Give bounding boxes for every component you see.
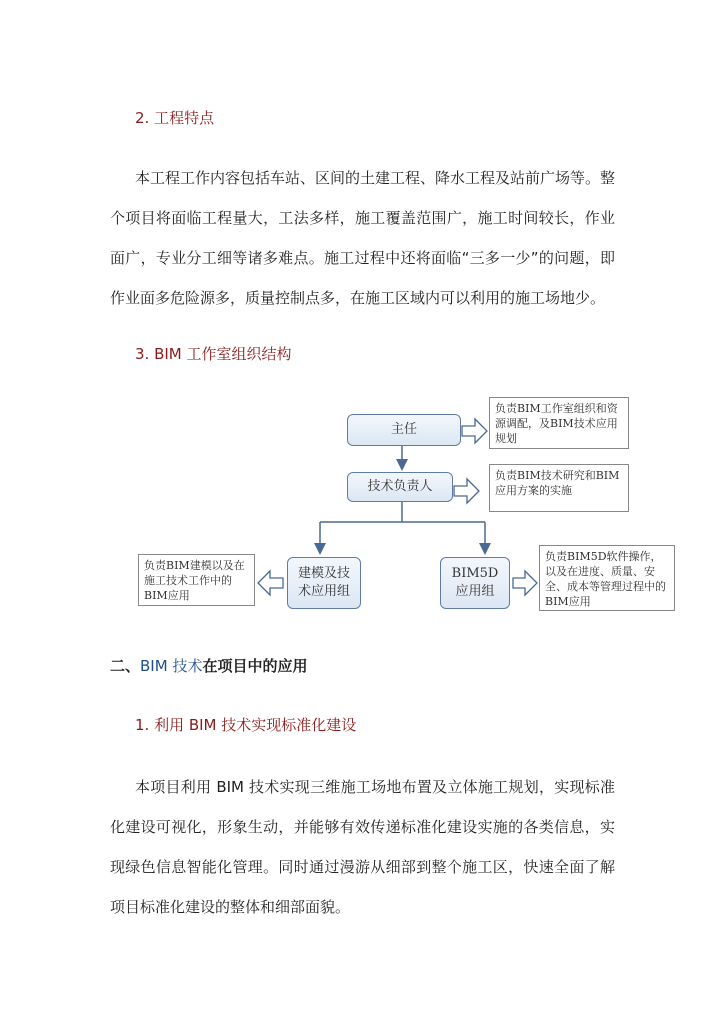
tech-lead-note: 负责BIM技术研究和BIM应用方案的实施 xyxy=(489,464,629,512)
bim5d-note-arrow-icon xyxy=(513,571,537,595)
part-2-prefix: 二、 xyxy=(110,657,141,675)
tech-note-arrow-icon xyxy=(454,479,479,503)
tech-lead-box xyxy=(347,472,453,502)
modeling-note-arrow-icon xyxy=(258,571,283,595)
director-note-arrow-icon xyxy=(462,419,487,443)
modeling-group-line1: 建模及技 xyxy=(297,566,350,581)
modeling-note: 负责BIM建模以及在施工技术工作中的BIM应用 xyxy=(138,554,255,606)
bim5d-group-line2: 应用组 xyxy=(455,584,495,599)
bim5d-note: 负责BIM5D软件操作，以及在进度、质量、安全、成本等管理过程中的BIM应用 xyxy=(539,545,675,611)
part-2-heading xyxy=(110,655,307,676)
modeling-group-line2: 术应用组 xyxy=(297,584,350,599)
director-label: 主任 xyxy=(390,422,417,437)
bim-tech-link[interactable]: BIM 技术 xyxy=(140,657,203,675)
org-chart xyxy=(135,392,680,617)
modeling-group-box xyxy=(287,557,361,609)
section-2-paragraph: 本工程工作内容包括车站、区间的土建工程、降水工程及站前广场等。整个项目将面临工程量大，工法多样，施工覆盖范围广，施工时间较长，作业面广，专业分工细等诸多难点。施工过程中还将面临“三多一少”的问题，即作业面多危险源多，质量控制点多，在施工区域内可以利用的施工场地少。 xyxy=(110,169,616,307)
bim5d-group-box xyxy=(440,557,510,609)
bim5d-group-line1: BIM5D xyxy=(451,566,499,581)
director-box xyxy=(347,414,461,446)
section-3-heading: 3. BIM 工作室组织结构 xyxy=(135,345,292,363)
director-note: 负责BIM工作室组织和资源调配，及BIM技术应用规划 xyxy=(489,397,629,449)
subsection-1-paragraph: 本项目利用 BIM 技术实现三维施工场地布置及立体施工规划，实现标准化建设可视化，形象生动，并能够有效传递标准化建设实施的各类信息，实现绿色信息智能化管理。同时通过漫游从细部到整个施工区，快速全面了解项目标准化建设的整体和细部面貌。 xyxy=(110,778,615,916)
part-2-suffix: 在项目中的应用 xyxy=(202,657,308,675)
tech-lead-label: 技术负责人 xyxy=(367,479,433,494)
section-2-heading: 2. 工程特点 xyxy=(135,109,215,127)
subsection-1-heading: 1. 利用 BIM 技术实现标准化建设 xyxy=(135,716,357,734)
